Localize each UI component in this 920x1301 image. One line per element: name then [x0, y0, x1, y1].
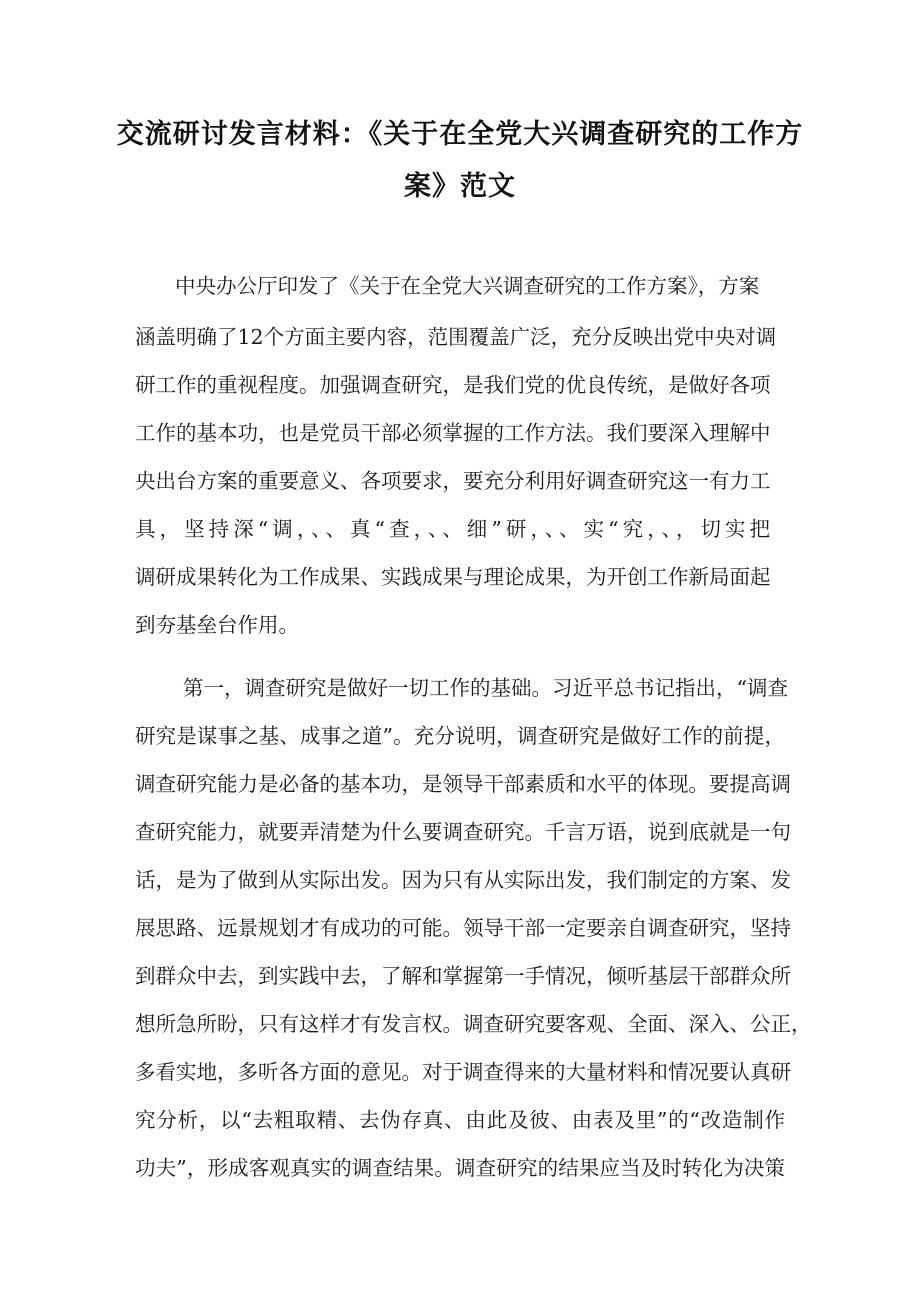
paragraph-2-line-1: 第一，调查研究是做好一切工作的基础。习近平总书记指出，“调查	[183, 676, 788, 700]
paragraph-2-line-3: 调查研究能力是必备的基本功，是领导干部素质和水平的体现。要提高调	[135, 772, 791, 796]
paragraph-2-line-7: 到群众中去，到实践中去，了解和掌握第一手情况，倾听基层干部群众所	[135, 964, 791, 988]
document-title-line-2: 案》范文	[404, 171, 516, 202]
paragraph-1-line-3: 研工作的重视程度。加强调查研究，是我们党的优良传统，是做好各项	[135, 373, 771, 397]
paragraph-2-line-10: 究分析，以“去粗取精、去伪存真、由此及彼、由表及里”的“改造制作	[135, 1108, 785, 1132]
paragraph-2-line-9: 多看实地，多听各方面的意见。对于调查得来的大量材料和情况要认真研	[135, 1060, 791, 1084]
paragraph-1-line-5: 央出台方案的重要意义、各项要求，要充分利用好调查研究这一有力工	[135, 469, 771, 493]
paragraph-1-line-8: 到夯基垒台作用。	[135, 613, 299, 637]
paragraph-2-line-4: 查研究能力，就要弄清楚为什么要调查研究。千言万语，说到底就是一句	[135, 820, 791, 844]
paragraph-1-line-7: 调研成果转化为工作成果、实践成果与理论成果，为开创工作新局面起	[135, 565, 771, 589]
paragraph-2-line-11: 功夫”，形成客观真实的调查结果。调查研究的结果应当及时转化为决策	[135, 1156, 785, 1180]
paragraph-2-line-2: 研究是谋事之基、成事之道”。充分说明，调查研究是做好工作的前提，	[135, 724, 785, 748]
paragraph-1-line-2: 涵盖明确了12个方面主要内容，范围覆盖广泛，充分反映出党中央对调	[135, 325, 777, 349]
paragraph-2-line-6: 展思路、远景规划才有成功的可能。领导干部一定要亲自调查研究，坚持	[135, 916, 791, 940]
document-title-line-1: 交流研讨发言材料：《关于在全党大兴调查研究的工作方	[116, 119, 804, 150]
paragraph-1-line-4: 工作的基本功，也是党员干部必须掌握的工作方法。我们要深入理解中	[135, 421, 771, 445]
paragraph-2-line-5: 话，是为了做到从实际出发。因为只有从实际出发，我们制定的方案、发	[135, 868, 791, 892]
paragraph-1-line-1: 中央办公厅印发了《关于在全党大兴调查研究的工作方案》，方案	[175, 274, 760, 298]
paragraph-1-line-6: 具，坚持深“调，、、真“查，、、细”研，、、实“究，、，切实把	[135, 517, 770, 541]
paragraph-2-line-8: 想所急所盼，只有这样才有发言权。调查研究要客观、全面、深入、公正，	[135, 1012, 812, 1036]
